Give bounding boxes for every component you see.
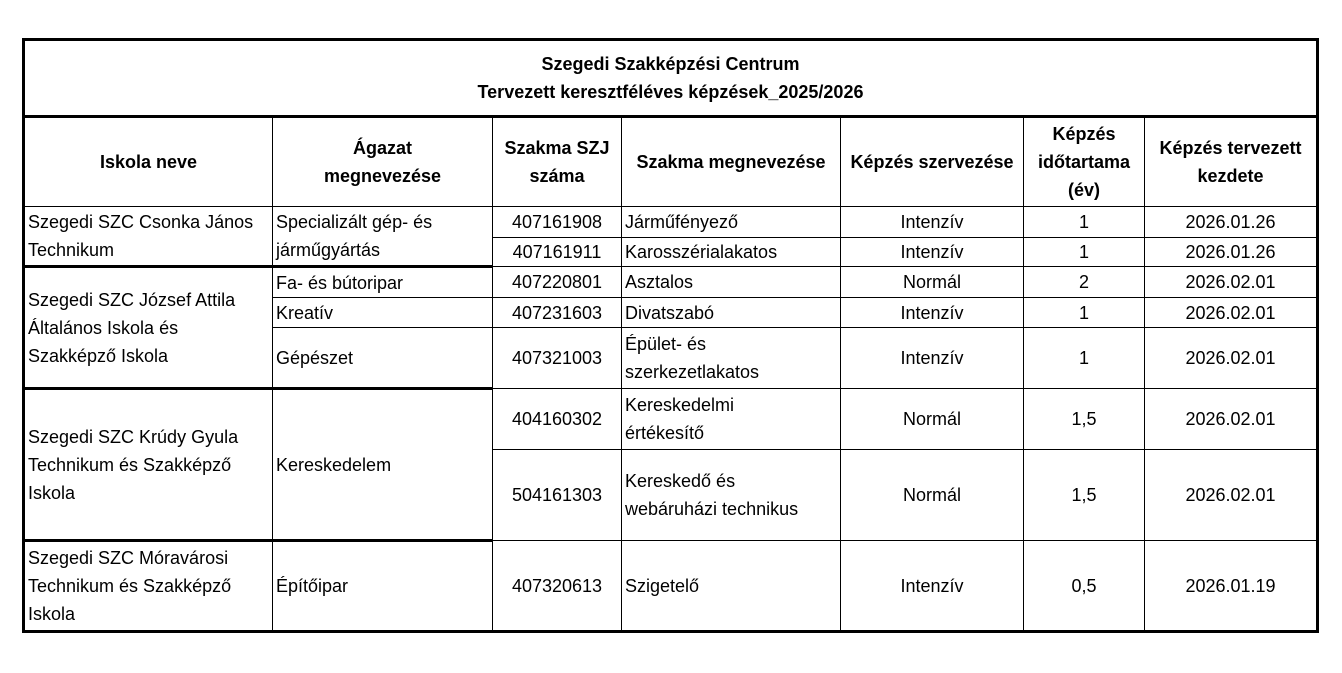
text-line: Általános Iskola és [28, 317, 179, 338]
table-row [24, 207, 1318, 238]
start-date-cell: 2026.02.01 [1145, 328, 1318, 389]
table-title [24, 40, 1318, 117]
header-start-line-1: Képzés tervezett [1159, 138, 1302, 158]
text-line: webáruházi technikus [625, 499, 799, 519]
duration-cell: 1 [1024, 238, 1145, 267]
text-line: Iskola [28, 482, 76, 503]
duration-cell: 1,5 [1024, 450, 1145, 541]
text-line: értékesítő [625, 423, 705, 443]
sector-cell [273, 328, 493, 389]
header-organization [841, 117, 1024, 207]
szj-cell: 407231603 [493, 298, 622, 328]
header-row [24, 117, 1318, 207]
profession-cell [622, 298, 841, 328]
header-sector-line-2: megnevezése [323, 166, 442, 186]
header-profession-label: Szakma megnevezése [636, 152, 826, 172]
profession-cell [622, 207, 841, 238]
text-line: Kereskedelmi [625, 395, 735, 415]
header-sector-line-1: Ágazat [352, 138, 412, 158]
header-school-label: Iskola neve [99, 152, 198, 172]
text-line: Járműfényező [625, 212, 739, 232]
text-line: Technikum [28, 240, 115, 260]
header-start-line-2: kezdete [1197, 166, 1264, 186]
organization-cell: Intenzív [841, 238, 1024, 267]
header-profession [622, 117, 841, 207]
organization-cell: Normál [841, 450, 1024, 541]
table-row [24, 541, 1318, 632]
title-line-2: Tervezett keresztféléves képzések_2025/2026 [477, 82, 864, 102]
text-line: Kereskedelem [276, 454, 392, 475]
profession-cell [622, 541, 841, 632]
table-row [24, 389, 1318, 450]
school-name-cell [24, 389, 273, 541]
szj-cell: 404160302 [493, 389, 622, 450]
duration-cell: 1 [1024, 328, 1145, 389]
text-line: Specializált gép- és [276, 212, 433, 232]
sector-cell [273, 267, 493, 298]
szj-cell: 504161303 [493, 450, 622, 541]
szj-cell: 407220801 [493, 267, 622, 298]
table-row [24, 267, 1318, 298]
header-duration-line-1: Képzés [1052, 124, 1116, 144]
header-duration-line-2: időtartama [1037, 152, 1131, 172]
start-date-cell: 2026.01.26 [1145, 207, 1318, 238]
profession-cell [622, 328, 841, 389]
start-date-cell: 2026.02.01 [1145, 450, 1318, 541]
header-school [24, 117, 273, 207]
text-line: Iskola [28, 604, 76, 624]
organization-cell: Normál [841, 267, 1024, 298]
text-line: Szakképző Iskola [28, 345, 169, 366]
text-line: Épület- és [625, 334, 707, 354]
profession-cell [622, 389, 841, 450]
school-name-cell [24, 541, 273, 632]
sector-cell [273, 389, 493, 541]
header-duration [1024, 117, 1145, 207]
title-line-1: Szegedi Szakképzési Centrum [541, 54, 800, 74]
duration-cell: 1,5 [1024, 389, 1145, 450]
text-line: járműgyártás [276, 240, 381, 260]
duration-cell: 2 [1024, 267, 1145, 298]
text-line: Fa- és bútoripar [276, 272, 404, 293]
sector-cell [273, 298, 493, 328]
organization-cell: Intenzív [841, 298, 1024, 328]
profession-cell [622, 238, 841, 267]
duration-cell: 0,5 [1024, 541, 1145, 632]
text-line: Asztalos [625, 272, 694, 292]
profession-cell [622, 267, 841, 298]
text-line: Technikum és Szakképző [28, 576, 232, 596]
organization-cell: Intenzív [841, 207, 1024, 238]
header-sector [273, 117, 493, 207]
sector-cell [273, 541, 493, 632]
school-name-cell [24, 267, 273, 389]
header-szj [493, 117, 622, 207]
szj-cell: 407321003 [493, 328, 622, 389]
header-szj-line-2: száma [529, 166, 585, 186]
text-line: Szegedi SZC Móravárosi [28, 548, 229, 568]
start-date-cell: 2026.01.19 [1145, 541, 1318, 632]
text-line: Szegedi SZC Krúdy Gyula [28, 426, 239, 447]
text-line: Divatszabó [625, 302, 715, 323]
duration-cell: 1 [1024, 207, 1145, 238]
profession-cell [622, 450, 841, 541]
text-line: Gépészet [276, 347, 354, 368]
duration-cell: 1 [1024, 298, 1145, 328]
text-line: Szigetelő [625, 575, 700, 596]
header-start [1145, 117, 1318, 207]
sector-cell [273, 207, 493, 267]
school-name-cell [24, 207, 273, 267]
szj-cell: 407161908 [493, 207, 622, 238]
text-line: szerkezetlakatos [625, 362, 760, 382]
text-line: Kreatív [276, 302, 334, 323]
text-line: Szegedi SZC Csonka János [28, 212, 254, 232]
start-date-cell: 2026.02.01 [1145, 298, 1318, 328]
header-organization-label: Képzés szervezése [850, 152, 1014, 172]
organization-cell: Intenzív [841, 541, 1024, 632]
start-date-cell: 2026.02.01 [1145, 267, 1318, 298]
organization-cell: Normál [841, 389, 1024, 450]
start-date-cell: 2026.02.01 [1145, 389, 1318, 450]
header-szj-line-1: Szakma SZJ [504, 138, 610, 158]
training-table [22, 38, 1319, 633]
header-duration-line-3: (év) [1067, 180, 1100, 200]
szj-cell: 407161911 [493, 238, 622, 267]
szj-cell: 407320613 [493, 541, 622, 632]
text-line: Szegedi SZC József Attila [28, 289, 236, 310]
text-line: Kereskedő és [625, 471, 736, 491]
text-line: Építőipar [276, 576, 349, 596]
text-line: Technikum és Szakképző [28, 454, 232, 475]
start-date-cell: 2026.01.26 [1145, 238, 1318, 267]
text-line: Karosszérialakatos [625, 242, 778, 262]
organization-cell: Intenzív [841, 328, 1024, 389]
